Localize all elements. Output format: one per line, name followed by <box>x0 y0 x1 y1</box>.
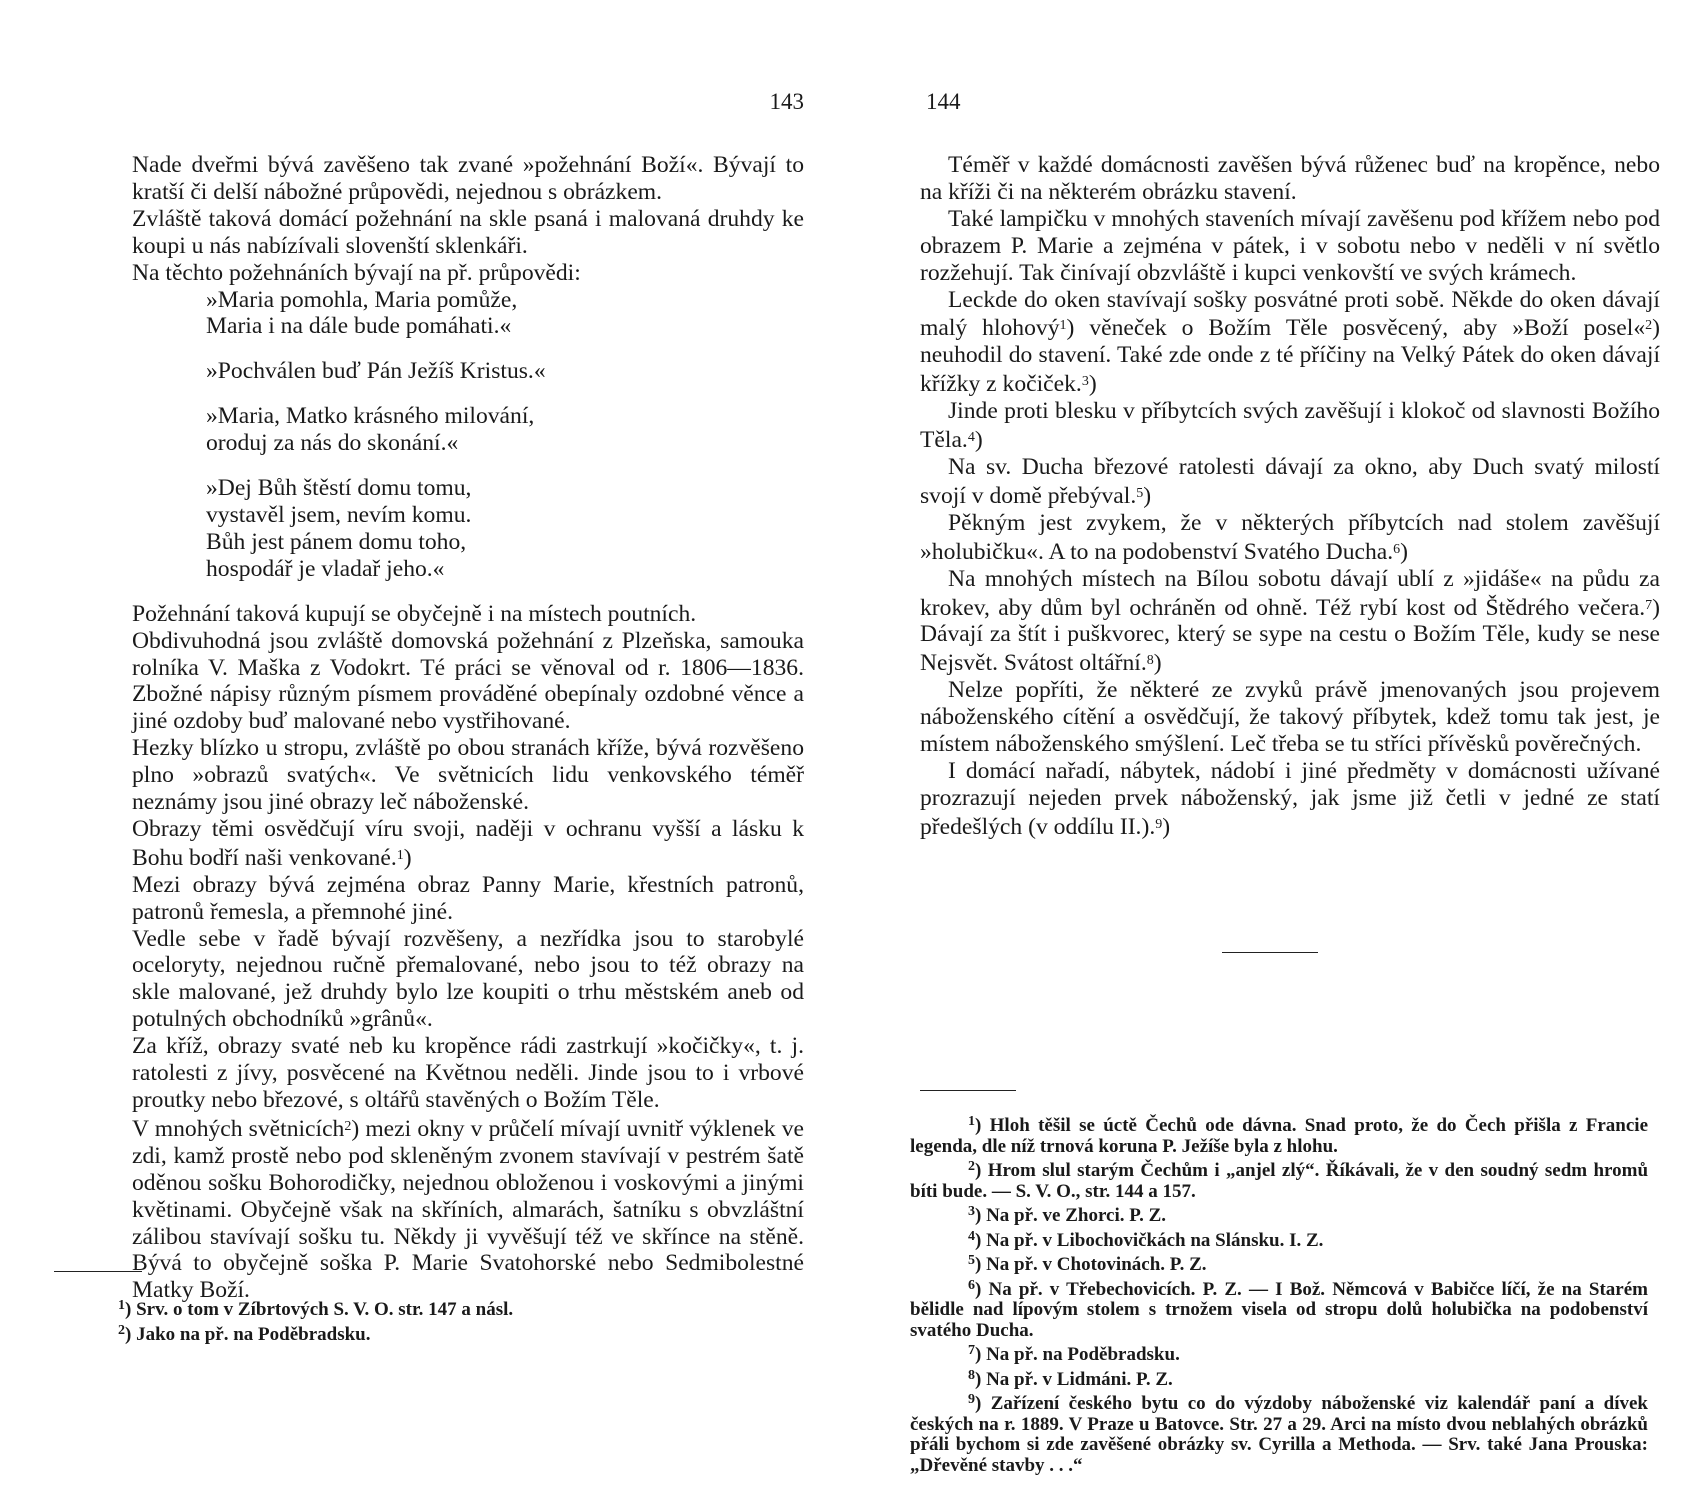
footnote-mark: 4 <box>968 1228 975 1244</box>
paragraph-text: Na mnohých místech na Bílou sobotu dávají ublí z »jidáše« na půdu za krokev, aby dům byl ochráněn od ohně. Též rybí kost od Štědrého večera. <box>920 565 1660 621</box>
verse-line: Maria i na dále bude pomáhati.« <box>206 313 512 340</box>
footnote-ref: 5 <box>1136 485 1144 501</box>
footnote-rule <box>920 1090 1016 1091</box>
verse-line: hospodář je vladař jeho.« <box>206 555 445 582</box>
footnote-text: Srv. o tom v Zíbrtových S. V. O. str. 147 a násl. <box>136 1299 514 1320</box>
footnote-mark: 1 <box>118 1298 125 1313</box>
footnote-ref: 4 <box>967 430 975 446</box>
footnote-mark: 3 <box>968 1204 975 1219</box>
left-body-text <box>132 152 804 1304</box>
footnote-ref: 1 <box>1059 318 1067 334</box>
footnote-mark: 9 <box>968 1392 975 1407</box>
paragraph-text: Dávají za štít i puškvorec, který se sype na cestu o Božím Těle, kudy se nese Nejsvět. Svátost oltářní. <box>920 621 1660 677</box>
verse-line: »Maria, Matko krásného milování, <box>206 403 535 430</box>
footnote-ref: 7 <box>1645 597 1653 613</box>
paragraph: Nade dveřmi bývá zavěšeno tak zvané »požehnání Boží«. Bývají to kratší či delší nábožné průpovědi, nejednou s obrázkem. <box>132 152 804 205</box>
verse-block <box>206 358 804 385</box>
footnote-text: Hrom slul starým Čechům i „anjel zlý“. Říkávali, že v den soudný sedm hromů bíti bude. — S. V. O., str. 144 a 157. <box>910 1160 1649 1202</box>
footnote-text: Jako na př. na Poděbradsku. <box>136 1323 371 1345</box>
verse-line: »Dej Bůh štěstí domu tomu, <box>206 475 472 502</box>
paragraph: Mezi obrazy bývá zejména obraz Panny Marie, křestních patronů, patronů řemesla, a přemnohé jiné. <box>132 871 804 925</box>
paragraph: Na sv. Ducha březové ratolesti dávají za okno, aby Duch svatý milostí svojí v domě přebýval.$^5$) <box>920 453 1660 509</box>
footnote: $^5$) Na př. v Chotovinách. P. Z. <box>968 1253 1207 1275</box>
footnote: $^4$) Na př. v Libochovičkách na Slánsku. I. Z. <box>968 1228 1324 1251</box>
paragraph: Požehnání taková kupují se obyčejně i na místech poutních. <box>132 600 697 627</box>
page-number: 144 <box>926 89 961 114</box>
footnote-rule <box>54 1271 142 1272</box>
paragraph: Téměř v každé domácnosti zavěšen bývá růženec buď na kropěnce, nebo na kříži či na některém obrázku stavení. <box>920 152 1660 205</box>
footnote-text: Na př. na Poděbradsku. <box>986 1344 1180 1365</box>
footnote: $^6$) Na př. v Třebechovicích. P. Z. — I Bož. Němcová v Babičce líčí, že na Starém bělidle nad lípovým stolem s trnožem visela od stropu dolů holubička na podobenství svatého Ducha. <box>910 1277 1648 1341</box>
footnote-text: Na př. v Třebechovicích. P. Z. — I Bož. Němcová v Babičce líčí, že na Starém bělidle nad lípovým stolem s trnožem visela od stropu dolů holubička na podobenství svatého Ducha. <box>910 1278 1648 1341</box>
paragraph: Také lampičku v mnohých staveních mívají zavěšenu pod křížem nebo pod obrazem P. Marie a zejména v pátek, i v sobotu nebo v neděli v ní světlo rozžehují. Tak činívají obzvláště i kupci venkovští ve svých krámech. <box>920 205 1660 286</box>
paragraph: Obdivuhodná jsou zvláště domovská požehnání z Plzeňska, samouka rolníka V. Maška z Vodokrt. Té práci se věnoval od r. 1806—1836. Zbožné nápisy různým písmem prováděné obepínaly ozdobné věnce a jiné ozdoby buď malované nebo vystřihované. <box>132 627 804 735</box>
footnote: $^3$) Na př. ve Zhorci. P. Z. <box>968 1204 1167 1226</box>
footnote-ref: 2 <box>1645 318 1653 334</box>
footnote-mark: 1 <box>968 1114 975 1129</box>
footnote-mark: 2 <box>118 1322 125 1338</box>
verse-line: Bůh jest pánem domu toho, <box>206 528 467 555</box>
footnote-mark: 5 <box>968 1253 975 1268</box>
footnote: $^1$) Srv. o tom v Zíbrtových S. V. O. str. 147 a násl. <box>118 1298 514 1320</box>
footnote-text: Na př. ve Zhorci. P. Z. <box>986 1205 1167 1226</box>
paragraph: Pěkným jest zvykem, že v některých příbytcích nad stolem zavěšují »holubičku«. A to na podobenství Svatého Ducha.$^6$) <box>920 509 1660 565</box>
footnote-mark: 8 <box>968 1367 975 1383</box>
paragraph-text: Na sv. Ducha březové ratolesti dávají za okno, aby Duch svatý milostí svojí v domě přebýval. <box>920 453 1660 509</box>
paragraph: Vedle sebe v řadě bývají rozvěšeny, a nezřídka jsou to starobylé oceloryty, nejednou ručně přemalované, nebo jsou to též obrazy na skle malované, jež druhdy bylo lze koupiti o trhu městském aneb od potulných obchodníků »grânů«. <box>132 925 804 1033</box>
paragraph-text: I domácí nařadí, nábytek, nádobí i jiné předměty v domácnosti užívané prozrazují nejeden prvek náboženský, jak jsme již četli v jedné ze statí předešlých (v oddílu II.). <box>920 757 1660 840</box>
paragraph: Na mnohých místech na Bílou sobotu dávají ublí z »jidáše« na půdu za krokev, aby dům byl ochráněn od ohně. Též rybí kost od Štědrého večera.$^7$) Dávají za štít i puškvorec, který se sype na cestu o Božím Těle, kudy se nese Nejsvět. Svátost oltářní.$^8$) <box>920 565 1660 677</box>
verse-block <box>206 403 804 457</box>
footnotes <box>118 1296 804 1345</box>
paragraph: V mnohých světnicích$^2$) mezi okny v průčelí mívají uvnitř výklenek ve zdi, kamž prostě nebo pod skleněným zvonem stavívají v pestrém šatě oděnou sošku Bohorodičky, nejednou obloženou i voskovými a jinými květinami. Obyčejně však na skříních, almarách, šatníku s obvzláštní zálibou stavívají sošku tu. Někdy ji vyvěšují též ve skřínce na stěně. Bývá to obyčejně soška P. Marie Svatohorské nebo Sedmibolestné Matky Boží. <box>132 1115 804 1304</box>
verse-line: »Maria pomohla, Maria pomůže, <box>206 286 518 313</box>
footnote-ref: 6 <box>1393 541 1401 557</box>
footnote: $^7$) Na př. na Poděbradsku. <box>968 1343 1180 1365</box>
footnote: $^1$) Hloh těšil se úctě Čechů ode dávna. Snad proto, že do Čech přišla z Francie legenda, dle níž trnová koruna P. Ježíše byla z hlohu. <box>910 1114 1649 1157</box>
footnote-text: Na př. v Lidmáni. P. Z. <box>986 1368 1173 1390</box>
paragraph: I domácí nařadí, nábytek, nádobí i jiné předměty v domácnosti užívané prozrazují nejeden prvek náboženský, jak jsme již četli v jedné ze statí předešlých (v oddílu II.).$^9$) <box>920 757 1660 840</box>
paragraph: Jinde proti blesku v příbytcích svých zavěšují i klokoč od slavnosti Božího Těla.$^4$) <box>920 398 1660 454</box>
footnote-ref: 9 <box>1155 816 1163 832</box>
paragraph-text: V mnohých světnicích <box>132 1115 345 1142</box>
verse-block <box>206 287 804 341</box>
footnote-text: Hloh těšil se úctě Čechů ode dávna. Snad proto, že do Čech přišla z Francie legenda, dle níž trnová koruna P. Ježíše byla z hlohu. <box>910 1115 1649 1157</box>
paragraph-text: Pěkným jest zvykem, že v některých příbytcích nad stolem zavěšují »holubičku«. A to na podobenství Svatého Ducha. <box>920 509 1660 565</box>
footnote: $^8$) Na př. v Lidmáni. P. Z. <box>968 1367 1173 1390</box>
footnote: $^2$) Jako na př. na Poděbradsku. <box>118 1322 371 1345</box>
paragraph: Za kříž, obrazy svaté neb ku kropěnce rádi zastrkují »kočičky«, t. j. ratolesti z jívy, posvěcené na Květnou neděli. Jinde jsou to i vrbové proutky nebo březové, s oltářů stavěných o Božím Těle. <box>132 1033 804 1113</box>
verse-line: »Pochválen buď Pán Ježíš Kristus.« <box>206 358 546 385</box>
footnote-mark: 6 <box>968 1277 975 1293</box>
paragraph: Zvláště taková domácí požehnání na skle psaná i malovaná druhdy ke koupi u nás nabízívali slovenští sklenkáři. <box>132 205 804 259</box>
verse-line: vystavěl jsem, nevím komu. <box>206 501 472 528</box>
page-number: 143 <box>769 89 804 114</box>
section-end-rule <box>1222 952 1318 953</box>
paragraph-text: neuhodil do stavení. Také zde onde z té příčiny na Velký Pátek do oken dávají křížky z kočiček. <box>920 342 1660 398</box>
footnote-ref: 8 <box>1146 653 1154 669</box>
footnote-text: Na př. v Chotovinách. P. Z. <box>986 1254 1207 1275</box>
paragraph: Nelze popříti, že některé ze zvyků právě jmenovaných jsou projevem náboženského cítění a osvědčují, že takový příbytek, kdež tomu tak jest, je místem náboženského smýšlení. Leč třeba se tu stříci přívěsků pověrečných. <box>920 677 1660 758</box>
footnote: $^9$) Zařízení českého bytu co do výzdoby náboženské viz kalendář paní a dívek českých na r. 1889. V Praze u Batovce. Str. 27 a 29. Arci na místo dvou neblahých obrázků přáli bychom si zde zavěšené obrázky sv. Cyrilla a Methoda. — Srv. také Jana Prouska: „Dřevěné stavby . . .“ <box>910 1392 1648 1476</box>
right-body-text <box>920 152 1660 841</box>
paragraph-text: věneček o Božím Těle posvěcený, aby »Boží posel« <box>1074 315 1646 342</box>
paragraph-text: Leckde do oken stavívají sošky posvátné proti sobě. Někde do oken dávají malý hlohový <box>920 286 1660 342</box>
footnote-ref: 2 <box>344 1118 352 1134</box>
footnotes <box>910 1112 1648 1476</box>
paragraph: Leckde do oken stavívají sošky posvátné proti sobě. Někde do oken dávají malý hlohový$^1$) věneček o Božím Těle posvěcený, aby »Boží posel«$^2$) neuhodil do stavení. Také zde onde z té příčiny na Velký Pátek do oken dávají křížky z kočiček.$^3$) <box>920 286 1660 398</box>
footnote-mark: 2 <box>968 1159 975 1174</box>
footnote-ref: 1 <box>396 847 404 863</box>
footnote: $^2$) Hrom slul starým Čechům i „anjel zlý“. Říkávali, že v den soudný sedm hromů bíti bude. — S. V. O., str. 144 a 157. <box>910 1159 1649 1202</box>
paragraph: Obrazy těmi osvědčují víru svoji, naději v ochranu vyšší a lásku k Bohu bodří naši venkované.$^1$) <box>132 815 804 871</box>
paragraph-text: Obrazy těmi osvědčují víru svoji, naději v ochranu vyšší a lásku k Bohu bodří naši venkované. <box>132 815 804 871</box>
footnote-text: Zařízení českého bytu co do výzdoby náboženské viz kalendář paní a dívek českých na r. 1889. V Praze u Batovce. Str. 27 a 29. Arci na místo dvou neblahých obrázků přáli bychom si zde zavěšené obrázky sv. Cyrilla a Methoda. — Srv. také Jana Prouska: „Dřevěné stavby . . .“ <box>910 1393 1648 1476</box>
footnote-ref: 3 <box>1081 374 1089 390</box>
footnote-text: Na př. v Libochovičkách na Slánsku. I. Z. <box>986 1229 1324 1251</box>
paragraph: Na těchto požehnáních bývají na př. průpovědi: <box>132 259 581 286</box>
verse-block <box>206 475 804 583</box>
paragraph-text: Jinde proti blesku v příbytcích svých zavěšují i klokoč od slavnosti Božího Těla. <box>920 398 1660 454</box>
footnote-mark: 7 <box>968 1343 975 1358</box>
paragraph-text: mezi okny v průčelí mívají uvnitř výklenek ve zdi, kamž prostě nebo pod skleněným zvonem stavívají v pestrém šatě oděnou sošku Bohorodičky, nejednou obloženou i voskovými a jinými květinami. Obyčejně však na skříních, almarách, šatníku s obvzláštní zálibou stavívají sošku tu. Někdy ji vyvěšují též ve skřínce na stěně. Bývá to obyčejně soška P. Marie Svatohorské nebo Sedmibolestné Matky Boží. <box>132 1115 804 1304</box>
paragraph: Hezky blízko u stropu, zvláště po obou stranách kříže, bývá rozvěšeno plno »obrazů svatých«. Ve světnicích lidu venkovského téměř neznámy jsou jiné obrazy leč náboženské. <box>132 735 804 816</box>
verse-line: oroduj za nás do skonání.« <box>206 430 459 457</box>
